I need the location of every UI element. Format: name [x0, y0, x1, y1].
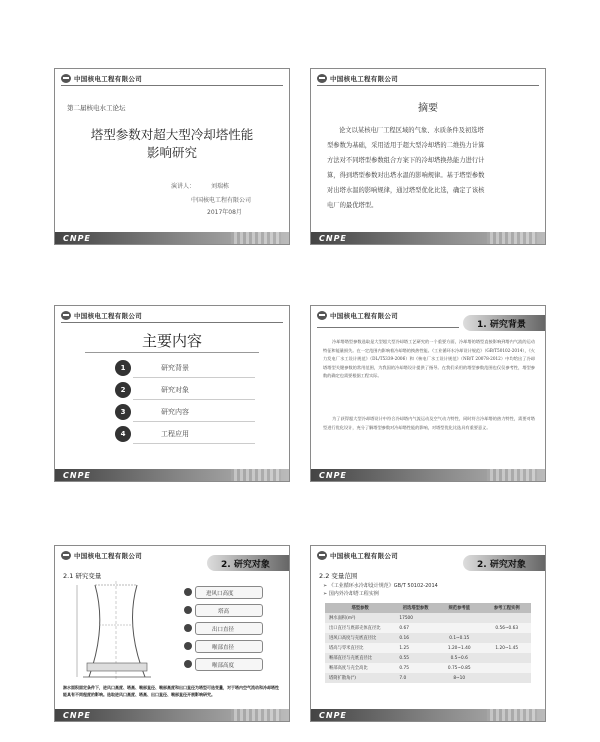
company-logo: 中国核电工程有限公司	[317, 550, 398, 560]
cnpe-logo-icon	[61, 74, 71, 83]
abstract-line: 电厂的最优塔型。	[327, 202, 378, 209]
slide-abstract	[310, 68, 546, 245]
reference-item: ➢ 《工业循环水冷却设计规范》GB/T 50102-2014	[323, 583, 438, 589]
footer-decoration	[487, 709, 537, 721]
variable-option[interactable]	[195, 586, 263, 599]
background-para2: 为了获得超大型冷却塔设计中符合冷却塔内气流运动及空气动力特性，同时符合冷却塔的热力特性，需要对塔型进行优化设计，充分了解塔型参数对冷却塔性能的影响，对塔型优化比选具有重要意义。	[323, 416, 535, 430]
table-cell	[483, 663, 531, 673]
cnpe-logo-icon	[61, 551, 71, 560]
slide-footer: CNPE	[55, 232, 289, 244]
slide-footer: CNPE	[311, 709, 545, 721]
contents-item-label: 研究背景	[161, 364, 189, 372]
company-logo: 中国核电工程有限公司	[317, 73, 398, 83]
abstract-line: 算，得到塔型参数对出塔水温的影响规律。基于塔型参数	[327, 172, 485, 179]
table-cell: 淋水面积(m²)	[329, 616, 356, 621]
abstract-line: 对出塔水温的影响规律，通过塔型优化比选，确定了该核	[327, 187, 485, 194]
table-cell: 0.56~0.63	[495, 625, 519, 631]
variable-option[interactable]	[195, 622, 263, 635]
table-cell: 喉部直径与壳底直径比	[329, 656, 372, 661]
variable-option-label: 进风口高度	[206, 591, 234, 597]
slide-background	[310, 305, 546, 482]
company-name: 中国核电工程有限公司	[191, 197, 252, 204]
abstract-title: 摘要	[418, 103, 438, 114]
contents-item-underline	[133, 421, 255, 422]
reference-item: ➢ 国内外冷却塔工程实例	[323, 591, 379, 597]
contents-item[interactable]	[115, 360, 255, 376]
table-cell	[483, 613, 531, 623]
table-header-cell: 塔型参数	[351, 606, 369, 611]
cnpe-logo-icon	[317, 551, 327, 560]
header-divider	[61, 322, 283, 323]
header-divider	[317, 327, 459, 328]
footer-decoration	[487, 469, 537, 481]
contents-rule	[85, 352, 259, 353]
table-cell: 0.5~0.6	[450, 655, 468, 661]
variables-caption: 淋水面积固定条件下，进风口高度、塔高、喉部直径、喉部高度和出口直径为塔型可选变量，对于塔内空气流动和冷却塔性能具有不同程度的影响。选取进风口高度、塔高、出口直径、喉部直径开展影响研究。	[63, 685, 279, 697]
contents-item-underline	[133, 399, 255, 400]
cooling-tower-diagram	[65, 579, 175, 683]
variable-option-label: 喉部直径	[212, 645, 235, 651]
table-cell: 17500	[399, 615, 414, 621]
contents-item[interactable]	[115, 426, 255, 442]
company-logo: 中国核电工程有限公司	[317, 310, 398, 320]
table-header-cell: 规范参考值	[448, 606, 470, 611]
bullet-icon	[184, 624, 192, 632]
table-cell: 1.20~1.45	[495, 645, 519, 651]
abstract-body	[327, 123, 535, 213]
table-cell: 塔筒扩散角(°)	[329, 676, 356, 681]
abstract-line: 型参数为基础，采用适用于超大型冷却塔的二维热力计算	[327, 142, 485, 149]
variable-range-table	[325, 603, 531, 683]
footer-decoration	[231, 709, 281, 721]
variable-option[interactable]	[195, 640, 263, 653]
table-cell: 8~10	[453, 675, 466, 681]
slide-title-line2: 影响研究	[146, 145, 197, 160]
table-cell: 0.1~0.15	[449, 635, 470, 641]
contents-title: 主要内容	[141, 332, 202, 350]
number-badge-icon: 1	[115, 360, 131, 376]
table-header-cell: 初选塔型参数	[402, 606, 429, 611]
table-header-cell: 参考工程实例	[493, 606, 520, 611]
slide-research-variables	[54, 545, 290, 722]
table-row	[325, 613, 531, 623]
subtitle: 2.1 研究变量	[63, 572, 102, 580]
bullet-icon	[184, 660, 192, 668]
contents-item-underline	[133, 443, 255, 444]
slide-title	[54, 68, 290, 245]
variable-option-label: 塔高	[218, 609, 230, 615]
slide-variable-range	[310, 545, 546, 722]
reference-list	[323, 582, 438, 598]
footer-decoration	[231, 232, 281, 244]
cnpe-logo-icon	[317, 74, 327, 83]
section-banner: 1. 研究背景	[463, 315, 545, 331]
air-inlet-zone	[87, 663, 147, 671]
slide-contents	[54, 305, 290, 482]
table-row	[325, 653, 531, 663]
cnpe-logo-icon	[317, 311, 327, 320]
date: 2017年08月	[207, 209, 242, 216]
table-row	[325, 663, 531, 673]
number-badge-icon: 4	[115, 426, 131, 442]
table-cell: 出口直径与底部壳体直径比	[329, 626, 381, 631]
footer-decoration	[487, 232, 537, 244]
abstract-line: 方法对不同塔型参数组合方案下的冷却塔换热能力进行计	[327, 157, 485, 164]
abstract-line: 论文以某核电厂工程区域的气象、水质条件及初选塔	[339, 127, 484, 134]
contents-item-label: 研究对象	[161, 386, 189, 394]
slide-footer: CNPE	[55, 469, 289, 481]
variable-option[interactable]	[195, 604, 263, 617]
table-cell	[436, 613, 483, 623]
table-cell: 0.55	[399, 655, 409, 661]
header-divider	[61, 85, 283, 86]
slide-footer: CNPE	[311, 469, 545, 481]
slide-footer: CNPE	[55, 709, 289, 721]
section-banner: 2. 研究对象	[207, 555, 289, 571]
bullet-icon	[184, 606, 192, 614]
contents-item[interactable]	[115, 382, 255, 398]
number-badge-icon: 3	[115, 404, 131, 420]
variable-option-label: 喉部高度	[212, 663, 235, 669]
slide-title-line1: 塔型参数对超大型冷却塔性能	[90, 127, 254, 142]
section-banner: 2. 研究对象	[463, 555, 545, 571]
table-cell: 0.75~0.85	[447, 665, 471, 671]
table-cell: 0.67	[399, 625, 409, 631]
company-logo: 中国核电工程有限公司	[61, 310, 142, 320]
bullet-icon	[184, 642, 192, 650]
table-cell	[436, 623, 483, 633]
table-cell: 1.25	[399, 645, 409, 651]
forum-tag: 第二届核电水工论坛	[67, 104, 126, 112]
table-row	[325, 643, 531, 653]
cnpe-logo-icon	[61, 311, 71, 320]
company-logo: 中国核电工程有限公司	[61, 550, 142, 560]
table-cell	[483, 673, 531, 683]
footer-decoration	[231, 469, 281, 481]
slide-footer: CNPE	[311, 232, 545, 244]
table-cell	[483, 633, 531, 643]
table-cell: 进风口高度与壳底直径比	[329, 636, 377, 641]
background-para1: 冷却塔塔型参数选取是大型超大型冷却塔工艺研究的一个重要方面，冷却塔的塔型直接影响到塔内气流的运动特征和能量损失。在一定范围内影响着冷却塔的换热性能。《工业循环水冷却设计规范》（GB/T50102-2014），《火力发电厂水工设计规范》（DL/T5339-2006）和《核电厂水工设计规范》（NB/T 20078-2012）中均给出了冷却塔塔型关键参数的常用范围，为我国的冷却塔设计提供了指导。在我们采用的塔型参数范围也仅仅参考性，塔型参数的确定也需要根据工程实际。	[323, 339, 535, 378]
contents-item-underline	[133, 377, 255, 378]
bullet-icon	[184, 588, 192, 596]
company-logo: 中国核电工程有限公司	[61, 73, 142, 83]
table-cell: 0.16	[399, 635, 409, 641]
subtitle: 2.2 变量范围	[319, 572, 358, 580]
table-cell: 塔高与零米直径比	[329, 646, 364, 651]
table-header-row	[325, 603, 531, 613]
variable-option[interactable]	[195, 658, 263, 671]
contents-item[interactable]	[115, 404, 255, 420]
header-divider	[317, 85, 539, 86]
table-row	[325, 673, 531, 683]
contents-item-label: 研究内容	[161, 408, 189, 416]
contents-item-label: 工程应用	[161, 430, 189, 438]
table-row	[325, 623, 531, 633]
variable-option-label: 出口直径	[212, 627, 235, 633]
table-cell: 7.0	[399, 675, 407, 681]
reporter: 演讲人： 刘瑞栋	[171, 183, 229, 190]
number-badge-icon: 2	[115, 382, 131, 398]
table-row	[325, 633, 531, 643]
table-cell: 1.20~1.40	[447, 645, 471, 651]
table-cell	[483, 653, 531, 663]
table-cell: 0.75	[399, 665, 409, 671]
table-cell: 喉部高度与壳全高比	[329, 666, 368, 671]
